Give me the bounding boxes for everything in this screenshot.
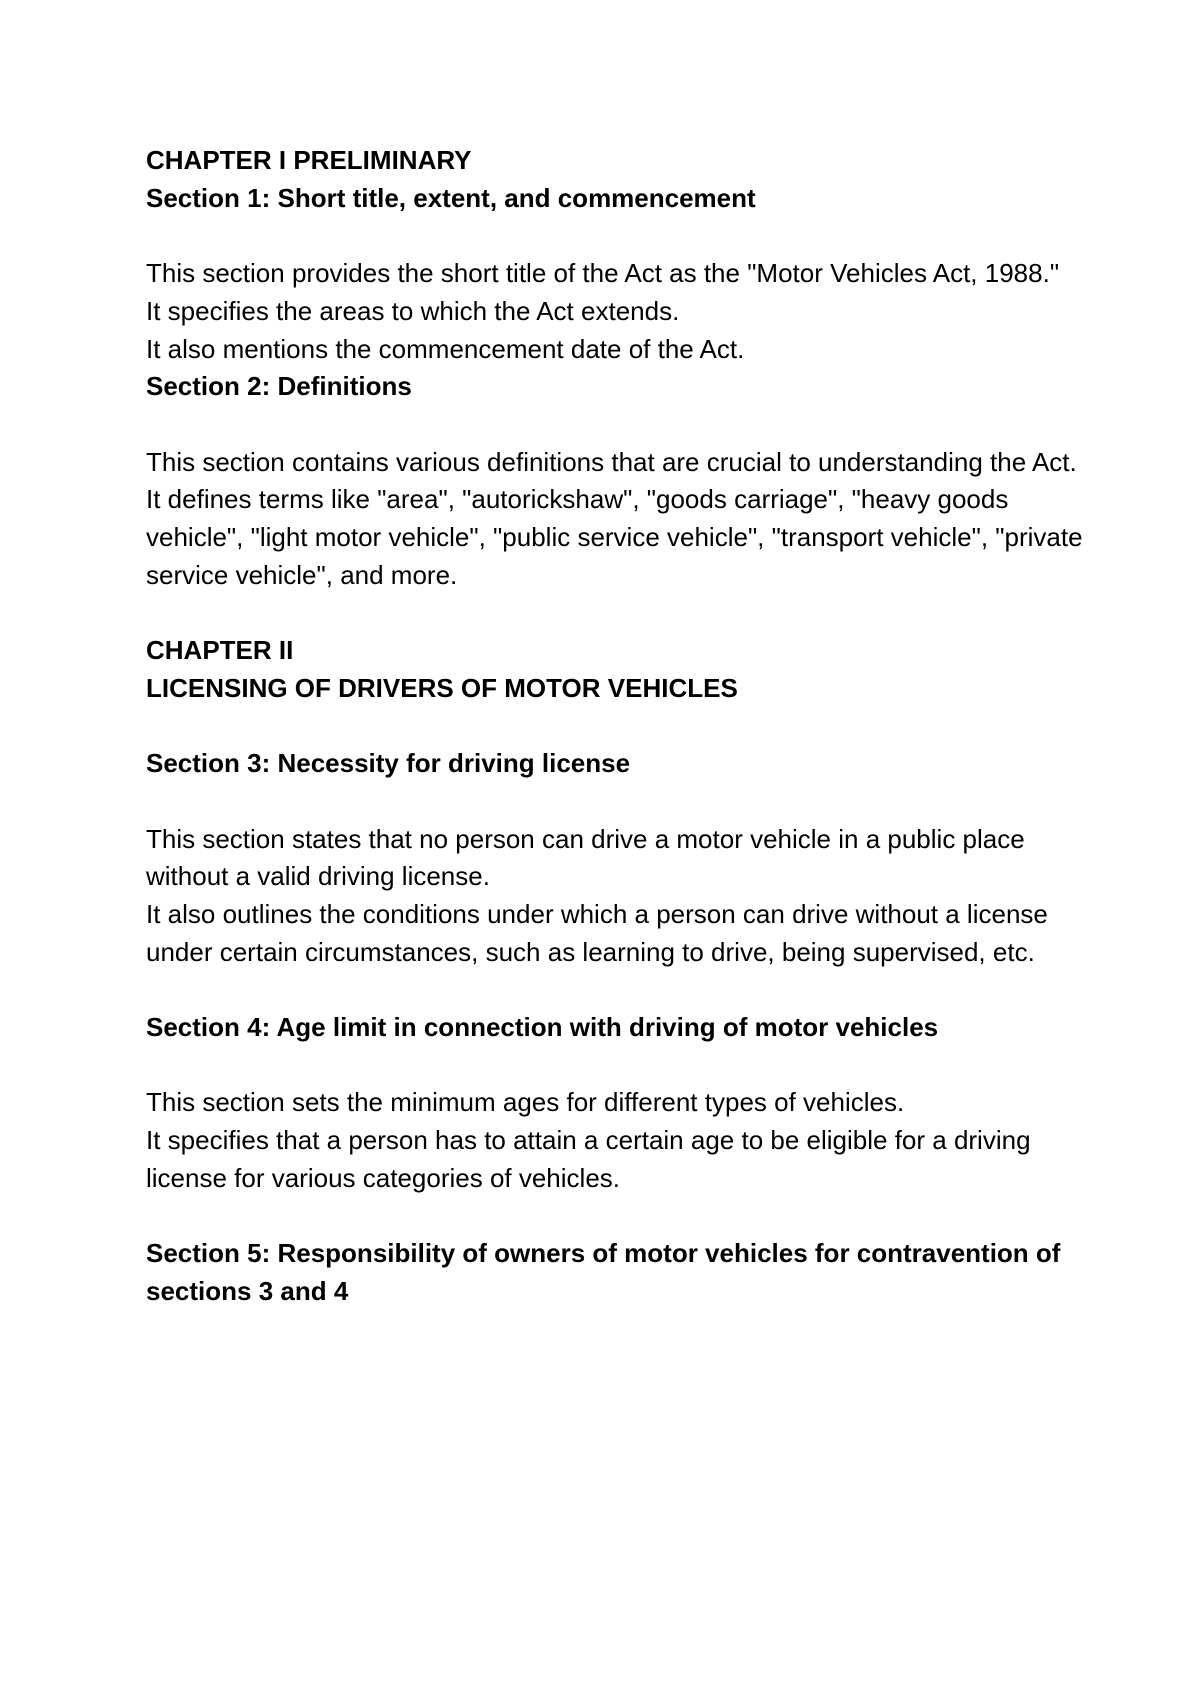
section-2-title: Section 2: Definitions [146, 371, 412, 402]
section-1-paragraph-1: This section provides the short title of the Act as the "Motor Vehicles Act, 1988." [146, 258, 1060, 289]
chapter-2-heading: CHAPTER II [146, 635, 294, 666]
section-3-title: Section 3: Necessity for driving license [146, 748, 631, 779]
section-2-paragraph-1: This section contains various definitions that are crucial to understanding the Act. [146, 446, 1077, 477]
spacer [146, 708, 1086, 746]
spacer [146, 783, 1086, 821]
section-4-paragraph-2: It specifies that a person has to attain a certain age to be eligible for a driving license for various categories of vehicles. [146, 1125, 1031, 1193]
spacer [146, 1198, 1086, 1236]
section-2-paragraph-2: It defines terms like "area", "autorickshaw", "goods carriage", "heavy goods vehicle", "light motor vehicle", "public service vehicle", "transport vehicle", "private service vehicle", and more. [146, 484, 1083, 590]
section-4-paragraph-1: This section sets the minimum ages for different types of vehicles. [146, 1087, 905, 1118]
spacer [146, 971, 1086, 1009]
spacer [146, 217, 1086, 255]
section-3-paragraph-1: This section states that no person can drive a motor vehicle in a public place without a valid driving license. [146, 823, 1025, 892]
spacer [146, 594, 1086, 632]
section-1-paragraph-3: It also mentions the commencement date of the Act. [146, 333, 745, 364]
section-5-title: Section 5: Responsibility of owners of motor vehicles for contravention of sections 3 and 4 [146, 1238, 1061, 1306]
chapter-2-subheading: LICENSING OF DRIVERS OF MOTOR VEHICLES [146, 672, 738, 703]
section-1-title: Section 1: Short title, extent, and commencement [146, 182, 756, 213]
chapter-1-heading: CHAPTER I PRELIMINARY [146, 145, 472, 175]
document-body [146, 142, 1086, 1311]
spacer [146, 406, 1086, 444]
section-3-paragraph-2: It also outlines the conditions under which a person can drive without a license under certain circumstances, such as learning to drive, being supervised, etc. [146, 898, 1048, 967]
spacer [146, 1047, 1086, 1085]
section-4-title: Section 4: Age limit in connection with driving of motor vehicles [146, 1012, 939, 1043]
section-1-paragraph-2: It specifies the areas to which the Act extends. [146, 295, 680, 326]
